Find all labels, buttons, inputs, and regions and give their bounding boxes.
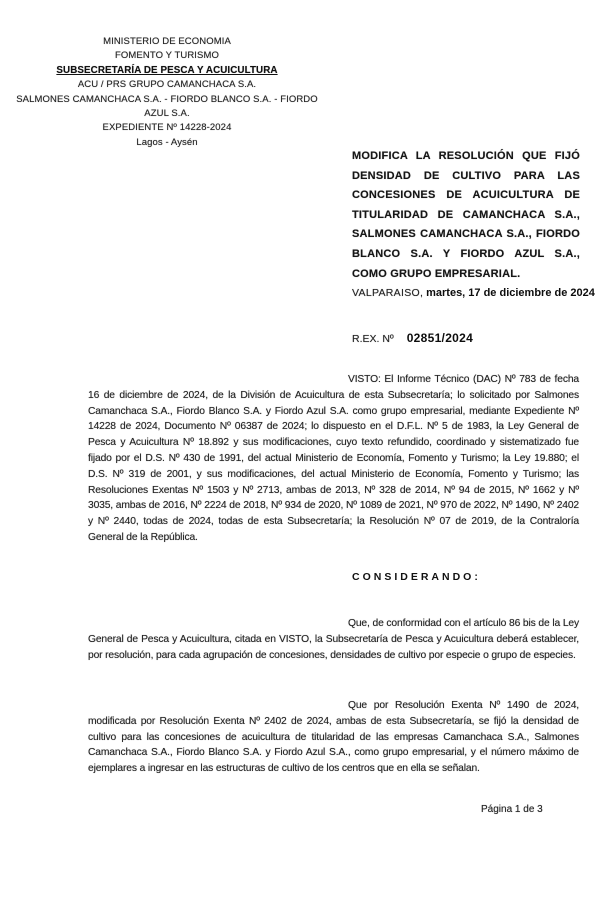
considerando-paragraph-1: Que, de conformidad con el artículo 86 bis de la Ley General de Pesca y Acuicultura, citada en VISTO, la Subsecretaría de Pesca y Acuicultura deberá establecer, por resolución, para cada agrupación de concesiones, densidades de cultivo por especie o grupo de especies. xyxy=(88,618,579,661)
date-value: martes, 17 de diciembre de 2024 xyxy=(426,287,595,299)
considerando-paragraph-2: Que por Resolución Exenta Nº 1490 de 2024, modificada por Resolución Exenta Nº 2402 de 2024, ambas de esta Subsecretaría, se fijó la densidad de cultivo para las concesiones de acuicultura de titularidad de las empresas Camanchaca S.A., Salmones Camanchaca S.A., Fiordo Blanco S.A. y Fiordo Azul S.A., como grupo empresarial, y el número máximo de ejemplares a ingresar en las estructuras de cultivo de los centros que en ella se señalan. xyxy=(88,700,579,775)
letterhead-reference-companies: SALMONES CAMANCHACA S.A. - FIORDO BLANCO S.A. - FIORDO AZUL S.A. xyxy=(16,93,318,120)
letterhead-ministry-line2: FOMENTO Y TURISMO xyxy=(115,50,219,62)
letterhead-reference-group: ACU / PRS GRUPO CAMANCHACA S.A. xyxy=(77,79,257,91)
letterhead-ministry-line1: MINISTERIO DE ECONOMIA xyxy=(103,36,231,47)
resolution-number-line xyxy=(352,331,473,345)
resolution-number-prefix: R.EX. Nº xyxy=(352,333,394,345)
date-city: VALPARAISO, xyxy=(352,287,424,299)
resolution-title: MODIFICA LA RESOLUCIÓN QUE FIJÓ DENSIDAD DE CULTIVO PARA LAS CONCESIONES DE ACUICULTURA DE TITULARIDAD DE CAMANCHACA S.A., SALMONES CAMANCHACA S.A., FIORDO BLANCO S.A. Y FIORDO AZUL S.A., COMO GRUPO EMPRESARIAL. xyxy=(352,150,580,280)
letterhead-expediente: EXPEDIENTE Nº 14228-2024 xyxy=(102,122,232,134)
letterhead-regions: Lagos - Aysén xyxy=(136,136,198,148)
letterhead-subsecretaria: SUBSECRETARÍA DE PESCA Y ACUICULTURA xyxy=(56,64,278,76)
date-line xyxy=(352,287,595,299)
considerando-heading: CONSIDERANDO: xyxy=(352,571,481,583)
page-number: Página 1 de 3 xyxy=(481,804,543,815)
visto-paragraph: VISTO: El Informe Técnico (DAC) Nº 783 de fecha 16 de diciembre de 2024, de la División de Acuicultura de esta Subsecretaría; lo solicitado por Salmones Camanchaca S.A., Fiordo Blanco S.A. y Fiordo Azul S.A. como grupo empresarial, mediante Expediente Nº 14228 de 2024, Documento Nº 06387 de 2024; lo dispuesto en el D.F.L. Nº 5 de 1983, la Ley General de Pesca y Acuicultura Nº 18.892 y sus modificaciones, cuyo texto refundido, coordinado y sistematizado fue fijado por el D.S. Nº 430 de 1991, del actual Ministerio de Economía, Fomento y Turismo; la Ley 19.880; el D.S. Nº 319 de 2001, y sus modificaciones, del actual Ministerio de Economía, Fomento y Turismo; las Resoluciones Exentas Nº 1503 y Nº 2713, ambas de 2013, Nº 328 de 2014, Nº 94 de 2015, Nº 1662 y Nº 3035, ambas de 2016, Nº 2224 de 2018, Nº 934 de 2020, Nº 1089 de 2021, Nº 970 de 2022, Nº 1490, Nº 2402 y Nº 2440, todas de 2024, todas de esta Subsecretaría; la Resolución Nº 07 de 2019, de la Contraloría General de la República. xyxy=(88,374,579,543)
resolution-number-value: 02851/2024 xyxy=(406,331,474,345)
letterhead xyxy=(6,35,328,150)
